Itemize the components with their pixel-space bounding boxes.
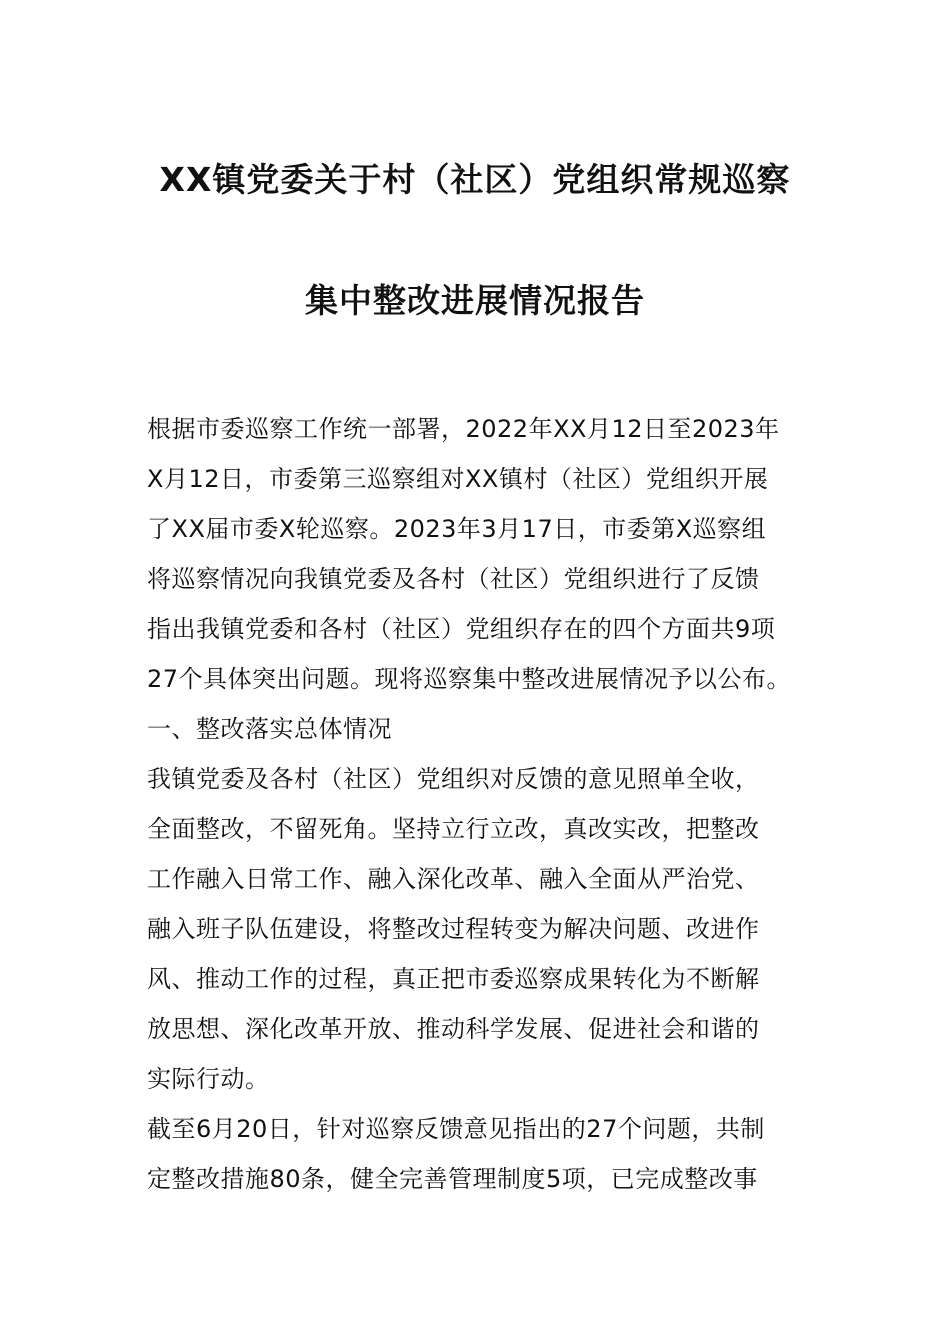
text-line: 放思想、深化改革开放、推动科学发展、促进社会和谐的	[147, 1015, 760, 1043]
text-line: 融入班子队伍建设，将整改过程转变为解决问题、改进作	[147, 915, 760, 943]
paragraph-intro	[147, 404, 807, 704]
text-line: 风、推动工作的过程，真正把市委巡察成果转化为不断解	[147, 965, 760, 993]
paragraph-overall-situation	[147, 754, 807, 1104]
text-line: 指出我镇党委和各村（社区）党组织存在的四个方面共9项	[147, 615, 776, 643]
text-line: 了XX届市委X轮巡察。2023年3月17日，市委第X巡察组	[147, 515, 767, 543]
text-line: 根据市委巡察工作统一部署，2022年XX月12日至2023年	[147, 415, 780, 443]
document-title-line-1: XX镇党委关于村（社区）党组织常规巡察	[159, 160, 791, 199]
text-line: 实际行动。	[147, 1065, 270, 1093]
text-line: 27个具体突出问题。现将巡察集中整改进展情况予以公布。	[147, 665, 792, 693]
section-heading-text: 一、整改落实总体情况	[147, 715, 392, 743]
paragraph-progress	[147, 1104, 807, 1204]
text-line: 工作融入日常工作、融入深化改革、融入全面从严治党、	[147, 865, 760, 893]
text-line: 截至6月20日，针对巡察反馈意见指出的27个问题，共制	[147, 1115, 765, 1143]
section-heading-overall	[147, 704, 807, 754]
text-line: 全面整改，不留死角。坚持立行立改，真改实改，把整改	[147, 815, 760, 843]
text-line: 定整改措施80条，健全完善管理制度5项，已完成整改事	[147, 1165, 758, 1193]
text-line: 将巡察情况向我镇党委及各村（社区）党组织进行了反馈	[147, 565, 760, 593]
document-title-line-2: 集中整改进展情况报告	[305, 281, 645, 320]
text-line: X月12日，市委第三巡察组对XX镇村（社区）党组织开展	[147, 465, 769, 493]
text-line: 我镇党委及各村（社区）党组织对反馈的意见照单全收，	[147, 765, 760, 793]
